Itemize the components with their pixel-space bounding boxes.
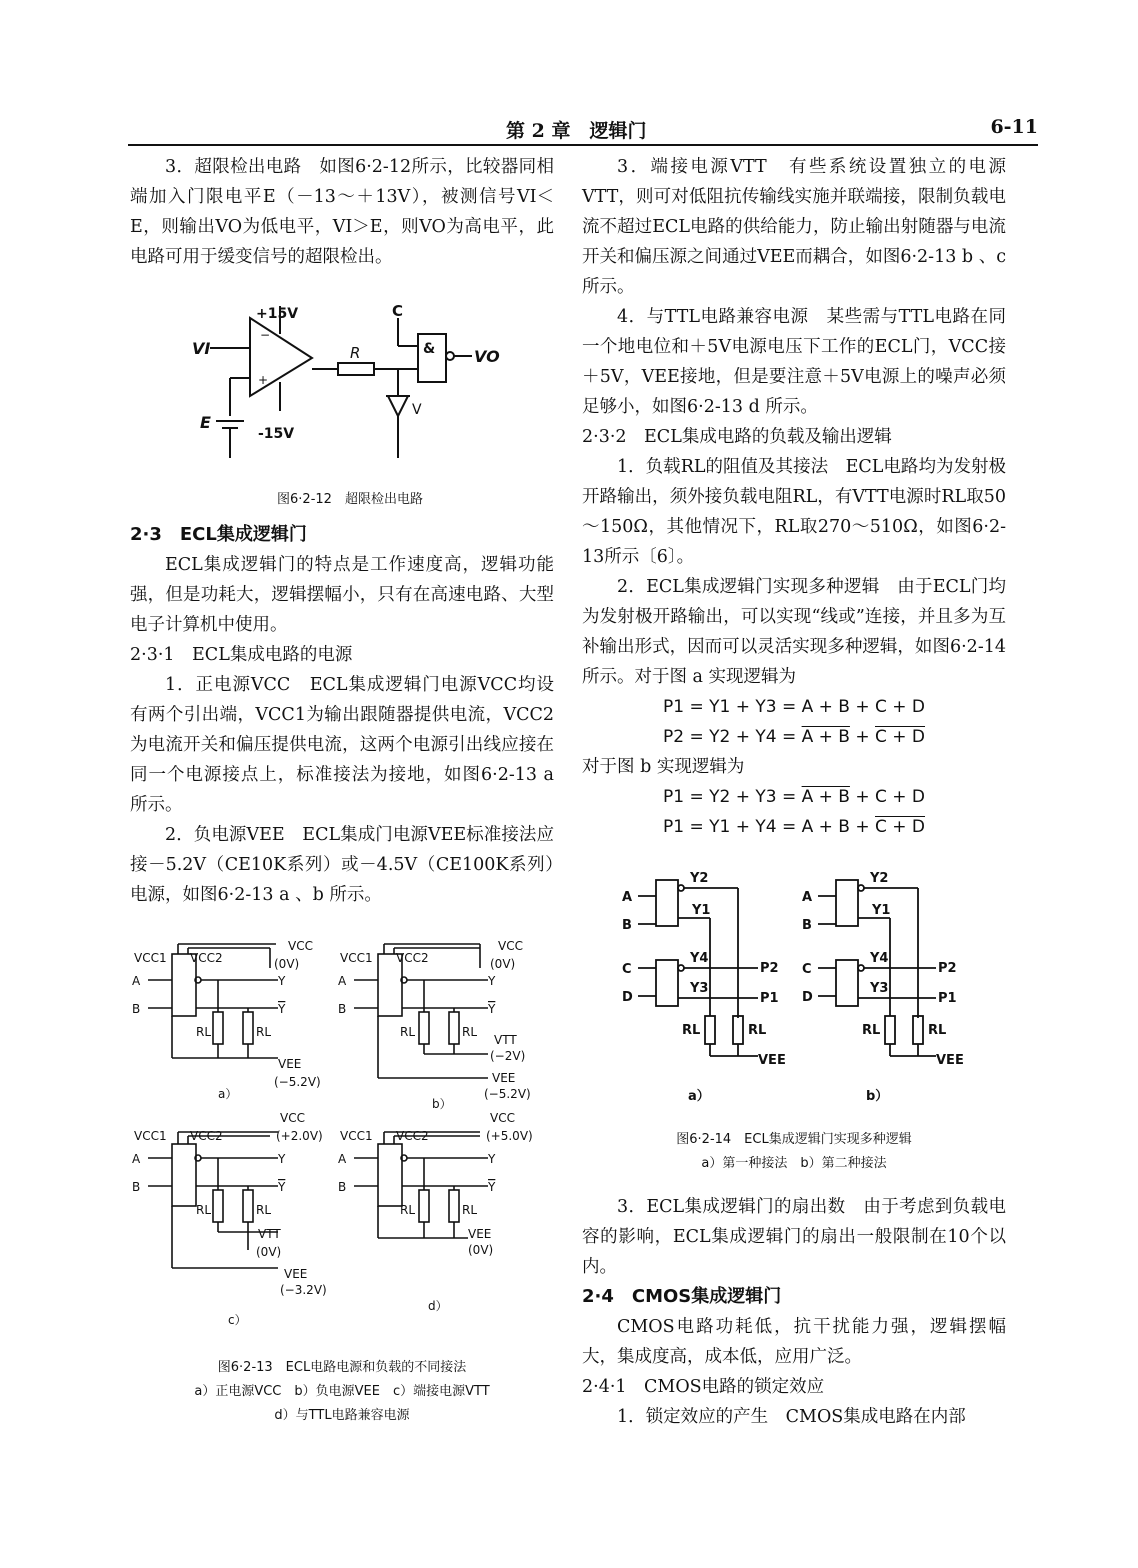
- label-v: V: [412, 402, 422, 418]
- sub-b: b）: [866, 1089, 889, 1104]
- b-y4: Y4: [870, 951, 889, 966]
- c-sub: c）: [228, 1313, 247, 1327]
- b-p1: P1: [938, 991, 957, 1006]
- c-vcc1: VCC1: [134, 1129, 167, 1143]
- c-ybar: Y: [278, 1180, 286, 1194]
- page-number: 6-11: [990, 116, 1038, 138]
- a-vccval: (0V): [274, 957, 300, 971]
- c-vtt: VTT: [258, 1227, 281, 1241]
- a-b: B: [132, 1002, 141, 1016]
- a-in-c: C: [622, 962, 632, 977]
- label-minus15: -15V: [258, 426, 295, 442]
- a-y2: Y2: [690, 871, 709, 886]
- a-a: A: [132, 974, 141, 988]
- a-vee: VEE: [278, 1057, 302, 1071]
- b-rl2: RL: [462, 1025, 478, 1039]
- a-vcc1: VCC1: [134, 951, 167, 965]
- eq4-b: C + D: [875, 817, 926, 837]
- a-in-b: B: [622, 918, 632, 933]
- section-2-3-2: 2·3·2 ECL集成电路的负载及输出逻辑: [582, 427, 892, 447]
- equation-2: [582, 722, 1006, 752]
- label-e: E: [200, 413, 211, 432]
- eq3-b: A + B: [801, 787, 850, 807]
- a-p1: P1: [760, 991, 779, 1006]
- a-in-a: A: [622, 890, 633, 905]
- a-ybar: Y: [278, 1002, 286, 1016]
- section-2-3-1: 2·3·1 ECL集成电路的电源: [130, 645, 353, 665]
- caption-6-2-13-line1: 图6·2-13 ECL电路电源和负载的不同接法: [217, 1360, 467, 1375]
- d-rl1: RL: [400, 1203, 416, 1217]
- caption-6-2-14-sub: a）第一种接法 b）第二种接法: [701, 1156, 887, 1171]
- section-2-3: 2·3 ECL集成逻辑门: [130, 524, 307, 545]
- b-b: B: [338, 1002, 347, 1016]
- b-y1: Y1: [872, 903, 891, 918]
- caption-6-2-14: [582, 1128, 1006, 1176]
- para-vcc: 1．正电源VCC ECL集成逻辑门电源VCC均设有两个引出端，VCC1为输出跟随器提供电流，VCC2为电流开关和偏压提供电流，这两个电源引出线应接在同一个电源接点上，标准接法为接地，如图6·2-13 a 所示。: [130, 675, 554, 815]
- b-vccval: (0V): [490, 957, 516, 971]
- d-vcc2: VCC2: [396, 1129, 429, 1143]
- para-vtt: 3．端接电源VTT 有些系统设置独立的电源VTT，则可对低阻抗传输线实施并联端接，限制负载电流不超过ECL电路的供给能力，防止输出射随器与电流开关和偏压源之间通过VEE而耦合，如图6·2-13 b 、c 所示。: [582, 157, 1006, 297]
- eq3-a: P1 = Y2 + Y3 =: [662, 787, 802, 807]
- label-vo: VO: [474, 347, 500, 366]
- caption-6-2-13: [130, 1356, 554, 1428]
- d-y: Y: [488, 1152, 496, 1166]
- b-ybar: Y: [488, 1002, 496, 1016]
- a-veeval: (−5.2V): [274, 1075, 321, 1089]
- equation-4: [582, 812, 1006, 842]
- eq2-c: +: [849, 727, 875, 747]
- c-veeval: (−3.2V): [280, 1283, 327, 1297]
- c-b: B: [132, 1180, 141, 1194]
- figure-6-2-14: [610, 868, 990, 1118]
- a-p2: P2: [760, 961, 779, 976]
- caption-6-2-13-line3: d）与TTL电路兼容电源: [274, 1408, 410, 1423]
- eq2-a: P2 = Y2 + Y4 =: [662, 727, 802, 747]
- d-ybar: Y: [488, 1180, 496, 1194]
- sub-a: a）: [688, 1089, 710, 1104]
- b-vee: VEE: [936, 1053, 964, 1068]
- d-b: B: [338, 1180, 347, 1194]
- eq4-a: P1 = Y1 + Y4 = A + B +: [662, 817, 875, 837]
- eq2-d: C + D: [875, 727, 926, 747]
- right-column-top: [582, 152, 1006, 842]
- label-and: &: [423, 341, 436, 357]
- b-p2: P2: [938, 961, 957, 976]
- d-a: A: [338, 1152, 347, 1166]
- b-vttval: (−2V): [490, 1049, 526, 1063]
- b-vcc2: VCC2: [396, 951, 429, 965]
- figure-6-2-13: [128, 932, 558, 1332]
- b-vcc: VCC: [498, 939, 523, 953]
- label-vi: VI: [192, 339, 211, 358]
- b-in-b: B: [802, 918, 812, 933]
- a-in-d: D: [622, 990, 633, 1005]
- left-column-mid: [130, 520, 554, 910]
- c-y: Y: [278, 1152, 286, 1166]
- para-overlimit: 3．超限检出电路 如图6·2-12所示，比较器同相端加入门限电平E（－13～＋13V），被测信号VI＜E，则输出VO为低电平，VI＞E，则VO为高电平，此电路可用于缓变信号的超限检出。: [130, 157, 554, 267]
- svg-text:+: +: [258, 373, 269, 387]
- b-in-c: C: [802, 962, 812, 977]
- a-y3: Y3: [690, 981, 709, 996]
- b-sub: b）: [432, 1097, 452, 1111]
- d-vcc1: VCC1: [340, 1129, 373, 1143]
- c-vccval: (+2.0V): [276, 1129, 323, 1143]
- c-a: A: [132, 1152, 141, 1166]
- c-vee: VEE: [284, 1267, 308, 1281]
- caption-6-2-13-line2: a）正电源VCC b）负电源VEE c）端接电源VTT: [194, 1384, 490, 1399]
- label-r: R: [350, 344, 361, 362]
- b-vtt: VTT: [494, 1033, 517, 1047]
- equation-1: P1 = Y1 + Y3 = A + B + C + D: [662, 697, 926, 717]
- label-plus15: +15V: [256, 306, 299, 322]
- b-y3: Y3: [870, 981, 889, 996]
- b-rl2: RL: [928, 1023, 947, 1038]
- b-rl1: RL: [400, 1025, 416, 1039]
- b-rl1: RL: [862, 1023, 881, 1038]
- d-veeval: (0V): [468, 1243, 494, 1257]
- a-y: Y: [278, 974, 286, 988]
- b-y2: Y2: [870, 871, 889, 886]
- para-vee: 2．负电源VEE ECL集成门电源VEE标准接法应接－5.2V（CE10K系列）或－4.5V（CE100K系列）电源，如图6·2-13 a 、b 所示。: [130, 825, 554, 905]
- para-multi-logic: 2．ECL集成逻辑门实现多种逻辑 由于ECL门均为发射极开路输出，可以实现“线或”连接，并且多为互补输出形式，因而可以灵活实现多种逻辑，如图6·2-14所示。对于图 a 实现逻辑为: [582, 577, 1006, 687]
- page-header: [128, 112, 1038, 146]
- para-ttl-compatible: 4．与TTL电路兼容电源 某些需与TTL电路在同一个地电位和＋5V电源电压下工作的ECL门，VCC接＋5V，VEE接地，但是要注意＋5V电源上的噪声必须足够小，如图6·2-13 d 所示。: [582, 307, 1006, 417]
- b-a: A: [338, 974, 347, 988]
- a-rl2: RL: [256, 1025, 272, 1039]
- para-ecl-intro: ECL集成逻辑门的特点是工作速度高，逻辑功能强，但是功耗大，逻辑摆幅小，只有在高速电路、大型电子计算机中使用。: [130, 555, 554, 635]
- caption-6-2-14-title: 图6·2-14 ECL集成逻辑门实现多种逻辑: [676, 1132, 912, 1147]
- section-2-4-1: 2·4·1 CMOS电路的锁定效应: [582, 1377, 825, 1397]
- b-in-a: A: [802, 890, 813, 905]
- a-rl1: RL: [682, 1023, 701, 1038]
- a-vee: VEE: [758, 1053, 786, 1068]
- a-vcc2: VCC2: [190, 951, 223, 965]
- para-cmos-intro: CMOS电路功耗低，抗干扰能力强，逻辑摆幅大，集成度高，成本低，应用广泛。: [582, 1317, 1006, 1367]
- para-load-rl: 1．负载RL的阻值及其接法 ECL电路均为发射极开路输出，须外接负载电阻RL，有VTT电源时RL取50～150Ω，其他情况下，RL取270～510Ω，如图6·2-13所示〔6〕。: [582, 457, 1006, 567]
- eq2-b: A + B: [801, 727, 850, 747]
- para-fanout: 3．ECL集成逻辑门的扇出数 由于考虑到负载电容的影响，ECL集成逻辑门的扇出一般限制在10个以内。: [582, 1197, 1006, 1277]
- right-column-bottom: [582, 1192, 1006, 1432]
- label-c: C: [392, 302, 404, 320]
- c-vttval: (0V): [256, 1245, 282, 1259]
- section-2-4: 2·4 CMOS集成逻辑门: [582, 1286, 782, 1307]
- d-rl2: RL: [462, 1203, 478, 1217]
- figure-6-2-12: [180, 296, 520, 476]
- c-rl2: RL: [256, 1203, 272, 1217]
- d-vee: VEE: [468, 1227, 492, 1241]
- d-vcc: VCC: [490, 1111, 515, 1125]
- left-column-top: [130, 152, 554, 272]
- b-veeval: (−5.2V): [484, 1087, 531, 1101]
- a-rl2: RL: [748, 1023, 767, 1038]
- b-in-d: D: [802, 990, 813, 1005]
- eq3-c: + C + D: [849, 787, 926, 807]
- a-rl1: RL: [196, 1025, 212, 1039]
- b-vcc1: VCC1: [340, 951, 373, 965]
- chapter-title: 第 2 章 逻辑门: [506, 120, 647, 142]
- a-y4: Y4: [690, 951, 709, 966]
- c-vcc: VCC: [280, 1111, 305, 1125]
- caption-6-2-12: 图6·2-12 超限检出电路: [277, 492, 423, 507]
- para-fig-b: 对于图 b 实现逻辑为: [582, 757, 745, 777]
- a-vcc: VCC: [288, 939, 313, 953]
- d-vccval: (+5.0V): [486, 1129, 533, 1143]
- a-sub: a）: [218, 1087, 238, 1101]
- c-rl1: RL: [196, 1203, 212, 1217]
- svg-text:−: −: [260, 328, 271, 342]
- equation-3: [582, 782, 1006, 812]
- c-vcc2: VCC2: [190, 1129, 223, 1143]
- b-vee: VEE: [492, 1071, 516, 1085]
- a-y1: Y1: [692, 903, 711, 918]
- para-latchup: 1．锁定效应的产生 CMOS集成电路在内部: [617, 1407, 966, 1427]
- d-sub: d）: [428, 1299, 448, 1313]
- b-y: Y: [488, 974, 496, 988]
